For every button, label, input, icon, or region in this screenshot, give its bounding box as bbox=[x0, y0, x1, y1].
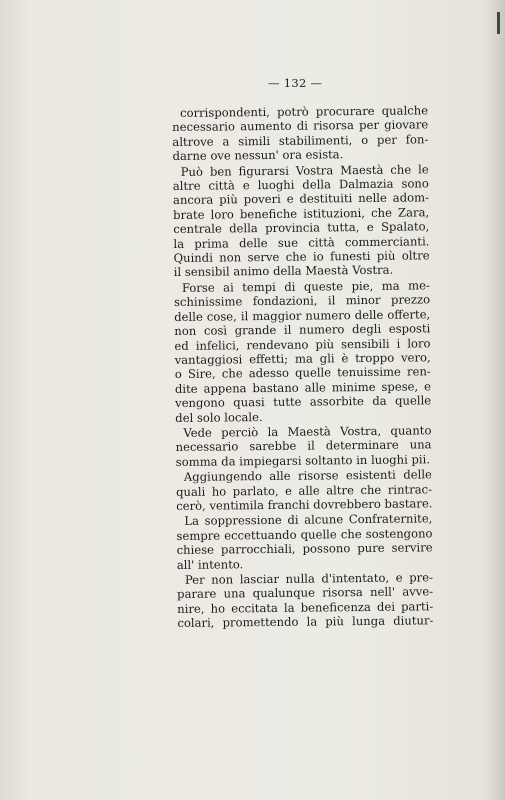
text-line: centrale della provincia tutta, e Spalato, bbox=[173, 219, 430, 237]
paragraph bbox=[177, 570, 434, 630]
text-line: Per non lasciar nulla d'intentato, e pre- bbox=[184, 570, 434, 587]
text-line: darne ove nessun' ora esista. bbox=[172, 147, 344, 164]
text-line: Forse ai tempi di queste pie, ma me- bbox=[181, 278, 430, 295]
text-line: chiese parrocchiali, possono pure servire bbox=[176, 540, 433, 558]
text-line: Quindi non serve che io funesti più oltre bbox=[173, 248, 430, 266]
text-line: ancora più poveri e destituiti nelle adom- bbox=[172, 190, 430, 208]
paragraph bbox=[174, 278, 431, 425]
page-number: — 132 — bbox=[268, 76, 323, 90]
text-line: dite appena bastano alle minime spese, e bbox=[174, 379, 432, 396]
text-line: delle cose, il maggior numero delle offerte, bbox=[174, 306, 431, 324]
text-line: non così grande il numero degli esposti bbox=[174, 321, 431, 339]
text-line: parare una qualunque risorsa nell' avve- bbox=[177, 584, 434, 602]
text-line: vengono quasi tutte assorbite da quelle bbox=[175, 393, 432, 411]
text-line: il sensibil animo della Maestà Vostra. bbox=[173, 263, 394, 280]
text-line: necessario sarebbe il determinare una bbox=[175, 437, 432, 455]
text-line: la prima delle sue città commercianti. bbox=[173, 233, 430, 251]
text-line: o Sire, che adesso quelle tenuissime ren- bbox=[174, 364, 431, 382]
paragraph bbox=[173, 162, 430, 280]
text-line: Aggiungendo alle risorse esistenti delle bbox=[183, 467, 432, 485]
text-line: all' intento. bbox=[176, 556, 244, 572]
text-line: Può ben figurarsi Vostra Maestà che le bbox=[180, 161, 429, 179]
paragraph bbox=[172, 103, 429, 163]
text-line: vantaggiosi effetti; ma gli è troppo vero, bbox=[174, 350, 431, 367]
text-line: ed infelici, rendevano più sensibili i loro bbox=[174, 335, 431, 353]
text-line: altrove a simili stabilimenti, o per fon- bbox=[172, 132, 429, 149]
body-text bbox=[172, 103, 433, 630]
text-line: cerò, ventimila franchi dovrebbero bastare. bbox=[176, 496, 433, 513]
text-line: quali ho parlato, e alle altre che rintrac- bbox=[175, 481, 433, 499]
text-line: La soppressione di alcune Confraternite, bbox=[184, 511, 433, 529]
paragraph bbox=[176, 467, 432, 513]
paragraph bbox=[175, 423, 431, 469]
text-line: schinissime fondazioni, il minor prezzo bbox=[173, 292, 431, 310]
text-line: sempre eccettuando quelle che sostengono bbox=[176, 526, 433, 543]
page-edge-shadow bbox=[483, 0, 505, 800]
scan-mark bbox=[497, 12, 500, 34]
text-line: corrispondenti, potrò procurare qualche bbox=[179, 103, 429, 120]
text-line: colari, promettendo la più lunga diutur- bbox=[177, 613, 434, 631]
paragraph bbox=[176, 512, 433, 572]
text-line: altre città e luoghi della Dalmazia sono bbox=[172, 176, 429, 194]
text-line: somma da impiegarsi soltanto in luoghi pii. bbox=[175, 452, 431, 469]
text-line: Vede perciò la Maestà Vostra, quanto bbox=[183, 423, 432, 440]
text-line: nire, ho eccitata la beneficenza dei parti- bbox=[177, 599, 434, 616]
text-line: brate loro benefiche istituzioni, che Zara, bbox=[173, 205, 430, 222]
text-line: del solo locale. bbox=[175, 409, 263, 425]
text-line: necessario aumento di risorsa per giovare bbox=[172, 117, 429, 135]
